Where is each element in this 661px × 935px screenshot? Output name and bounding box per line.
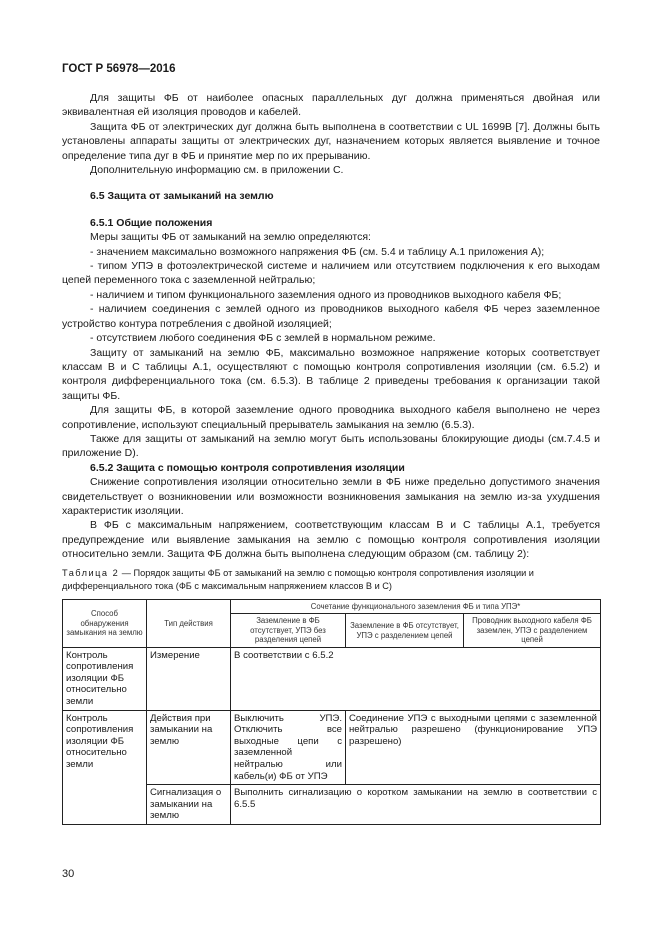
table-header-sub3: Проводник выходного кабеля ФБ заземлен, УПЭ с разделением цепей: [464, 614, 601, 647]
table-cell-action: Действия при замыкании на землю: [147, 710, 231, 785]
list-item: - значением максимально возможного напряжения ФБ (см. 5.4 и таблицу А.1 приложения А);: [90, 245, 545, 258]
section-6-5-2-paragraph-2: В ФБ с максимальным напряжением, соответствующим классам В и С таблицы А.1, требуется предупреждение или выявление замыкания на землю с помощью контроля сопротивления изоляции относительно земли. Защита ФБ должна быть выполнена следующим образом (см. таблицу 2):: [62, 519, 600, 561]
table-cell-value: Соединение УПЭ с выходными цепями с заземленной нейтралью разрешено (функционирование УПЭ разрешено): [346, 710, 601, 785]
list-item: - наличием и типом функционального заземления одного из проводников выходного кабеля ФБ;: [90, 288, 562, 301]
section-6-5-1-heading: 6.5.1 Общие положения: [90, 216, 213, 229]
section-6-5-1-paragraph-2: Защиту от замыканий на землю ФБ, максимально возможное напряжение которых соответствует классам В и С таблицы А.1, осуществляют с помощью контроля сопротивления изоляции (см. 6.5.2) и контроля дифференциального тока (см. 6.5.3). В таблице 2 приведены требования к организации такой защиты ФБ.: [62, 346, 600, 402]
section-6-5-2-paragraph-1: Снижение сопротивления изоляции относительно земли в ФБ ниже предельно допустимого значения свидетельствует о возникновении или возможности возникновения замыкания на землю из-за ухудшения характеристик изоляции.: [62, 476, 600, 517]
table-header-sub1: Заземление в ФБ отсутствует, УПЭ без разделения цепей: [231, 614, 346, 647]
section-6-5-heading: 6.5 Защита от замыканий на землю: [90, 190, 274, 203]
list-item: - типом УПЭ в фотоэлектрической системе и наличием или отсутствием подключения к его выходам цепей переменного тока с заземленной нейтралью;: [62, 260, 600, 287]
table-cell-action: Сигнализация о замыкании на землю: [147, 785, 231, 825]
document-body: [62, 91, 600, 562]
table-row: [63, 647, 601, 710]
table-header-action: Тип действия: [147, 600, 231, 648]
table-header-method: Способ обнаружения замыкания на землю: [63, 600, 147, 648]
table-row: [63, 710, 601, 785]
section-6-5-1-paragraph-3: Для защиты ФБ, в которой заземление одного проводника выходного кабеля выполнено не через сопротивление, используют специальный прерыватель замыкания на землю (6.5.3).: [62, 404, 600, 431]
table-cell-method: Контроль сопротивления изоляции ФБ относительно земли: [63, 647, 147, 710]
section-6-5-1-paragraph-4: Также для защиты от замыканий на землю могут быть использованы блокирующие диоды (см.7.4.5 и приложение D).: [62, 432, 600, 460]
list-item: - отсутствием любого соединения ФБ с землей в нормальном режиме.: [90, 332, 436, 345]
table-2: [62, 599, 601, 825]
table-cell-action: Измерение: [147, 647, 231, 710]
list-item: - наличием соединения с землей одного из проводников выходного кабеля ФБ через заземленное устройство контура потребления с двойной изоляцией;: [62, 303, 600, 330]
section-6-5-1-intro: Меры защиты ФБ от замыканий на землю определяются:: [90, 231, 371, 244]
table-cell-method: Контроль сопротивления изоляции ФБ относительно земли: [63, 710, 147, 824]
intro-paragraph-3: Дополнительную информацию см. в приложении С.: [90, 164, 344, 177]
table-cell-value: В соответствии с 6.5.2: [231, 647, 601, 710]
table-header-sub2: Заземление в ФБ отсутствует, УПЭ с разделением цепей: [346, 614, 464, 647]
intro-paragraph-2: Защита ФБ от электрических дуг должна быть выполнена в соответствии с UL 1699B [7]. Должны быть установлены аппараты защиты от электрических дуг, назначением которых является выявление и точное определение типа дуг в ФБ и принятие мер по их прерыванию.: [62, 120, 600, 162]
table-cell-value: Выключить УПЭ. Отключить все выходные цепи с заземленной нейтралью или кабель(и) ФБ от УПЭ: [231, 710, 346, 785]
document-header: ГОСТ Р 56978—2016: [62, 63, 176, 75]
table-caption-text: — Порядок защиты ФБ от замыканий на землю с помощью контроля сопротивления изоляции и дифференциального тока (ФБ с максимальным напряжением классов В и С): [62, 568, 534, 591]
table-caption: [62, 567, 600, 592]
table-header-group: Сочетание функционального заземления ФБ и типа УПЭ*: [231, 600, 601, 614]
table-cell-value: Выполнить сигнализацию о коротком замыкании на землю в соответствии с 6.5.5: [231, 785, 601, 825]
intro-paragraph-1: Для защиты ФБ от наиболее опасных параллельных дуг должна применяться двойная или эквивалентная ей изоляция проводов и кабелей.: [62, 92, 600, 119]
section-6-5-2-heading: 6.5.2 Защита с помощью контроля сопротивления изоляции: [90, 461, 405, 474]
page-number: 30: [62, 868, 75, 880]
table-caption-label: Таблица 2: [62, 568, 120, 578]
